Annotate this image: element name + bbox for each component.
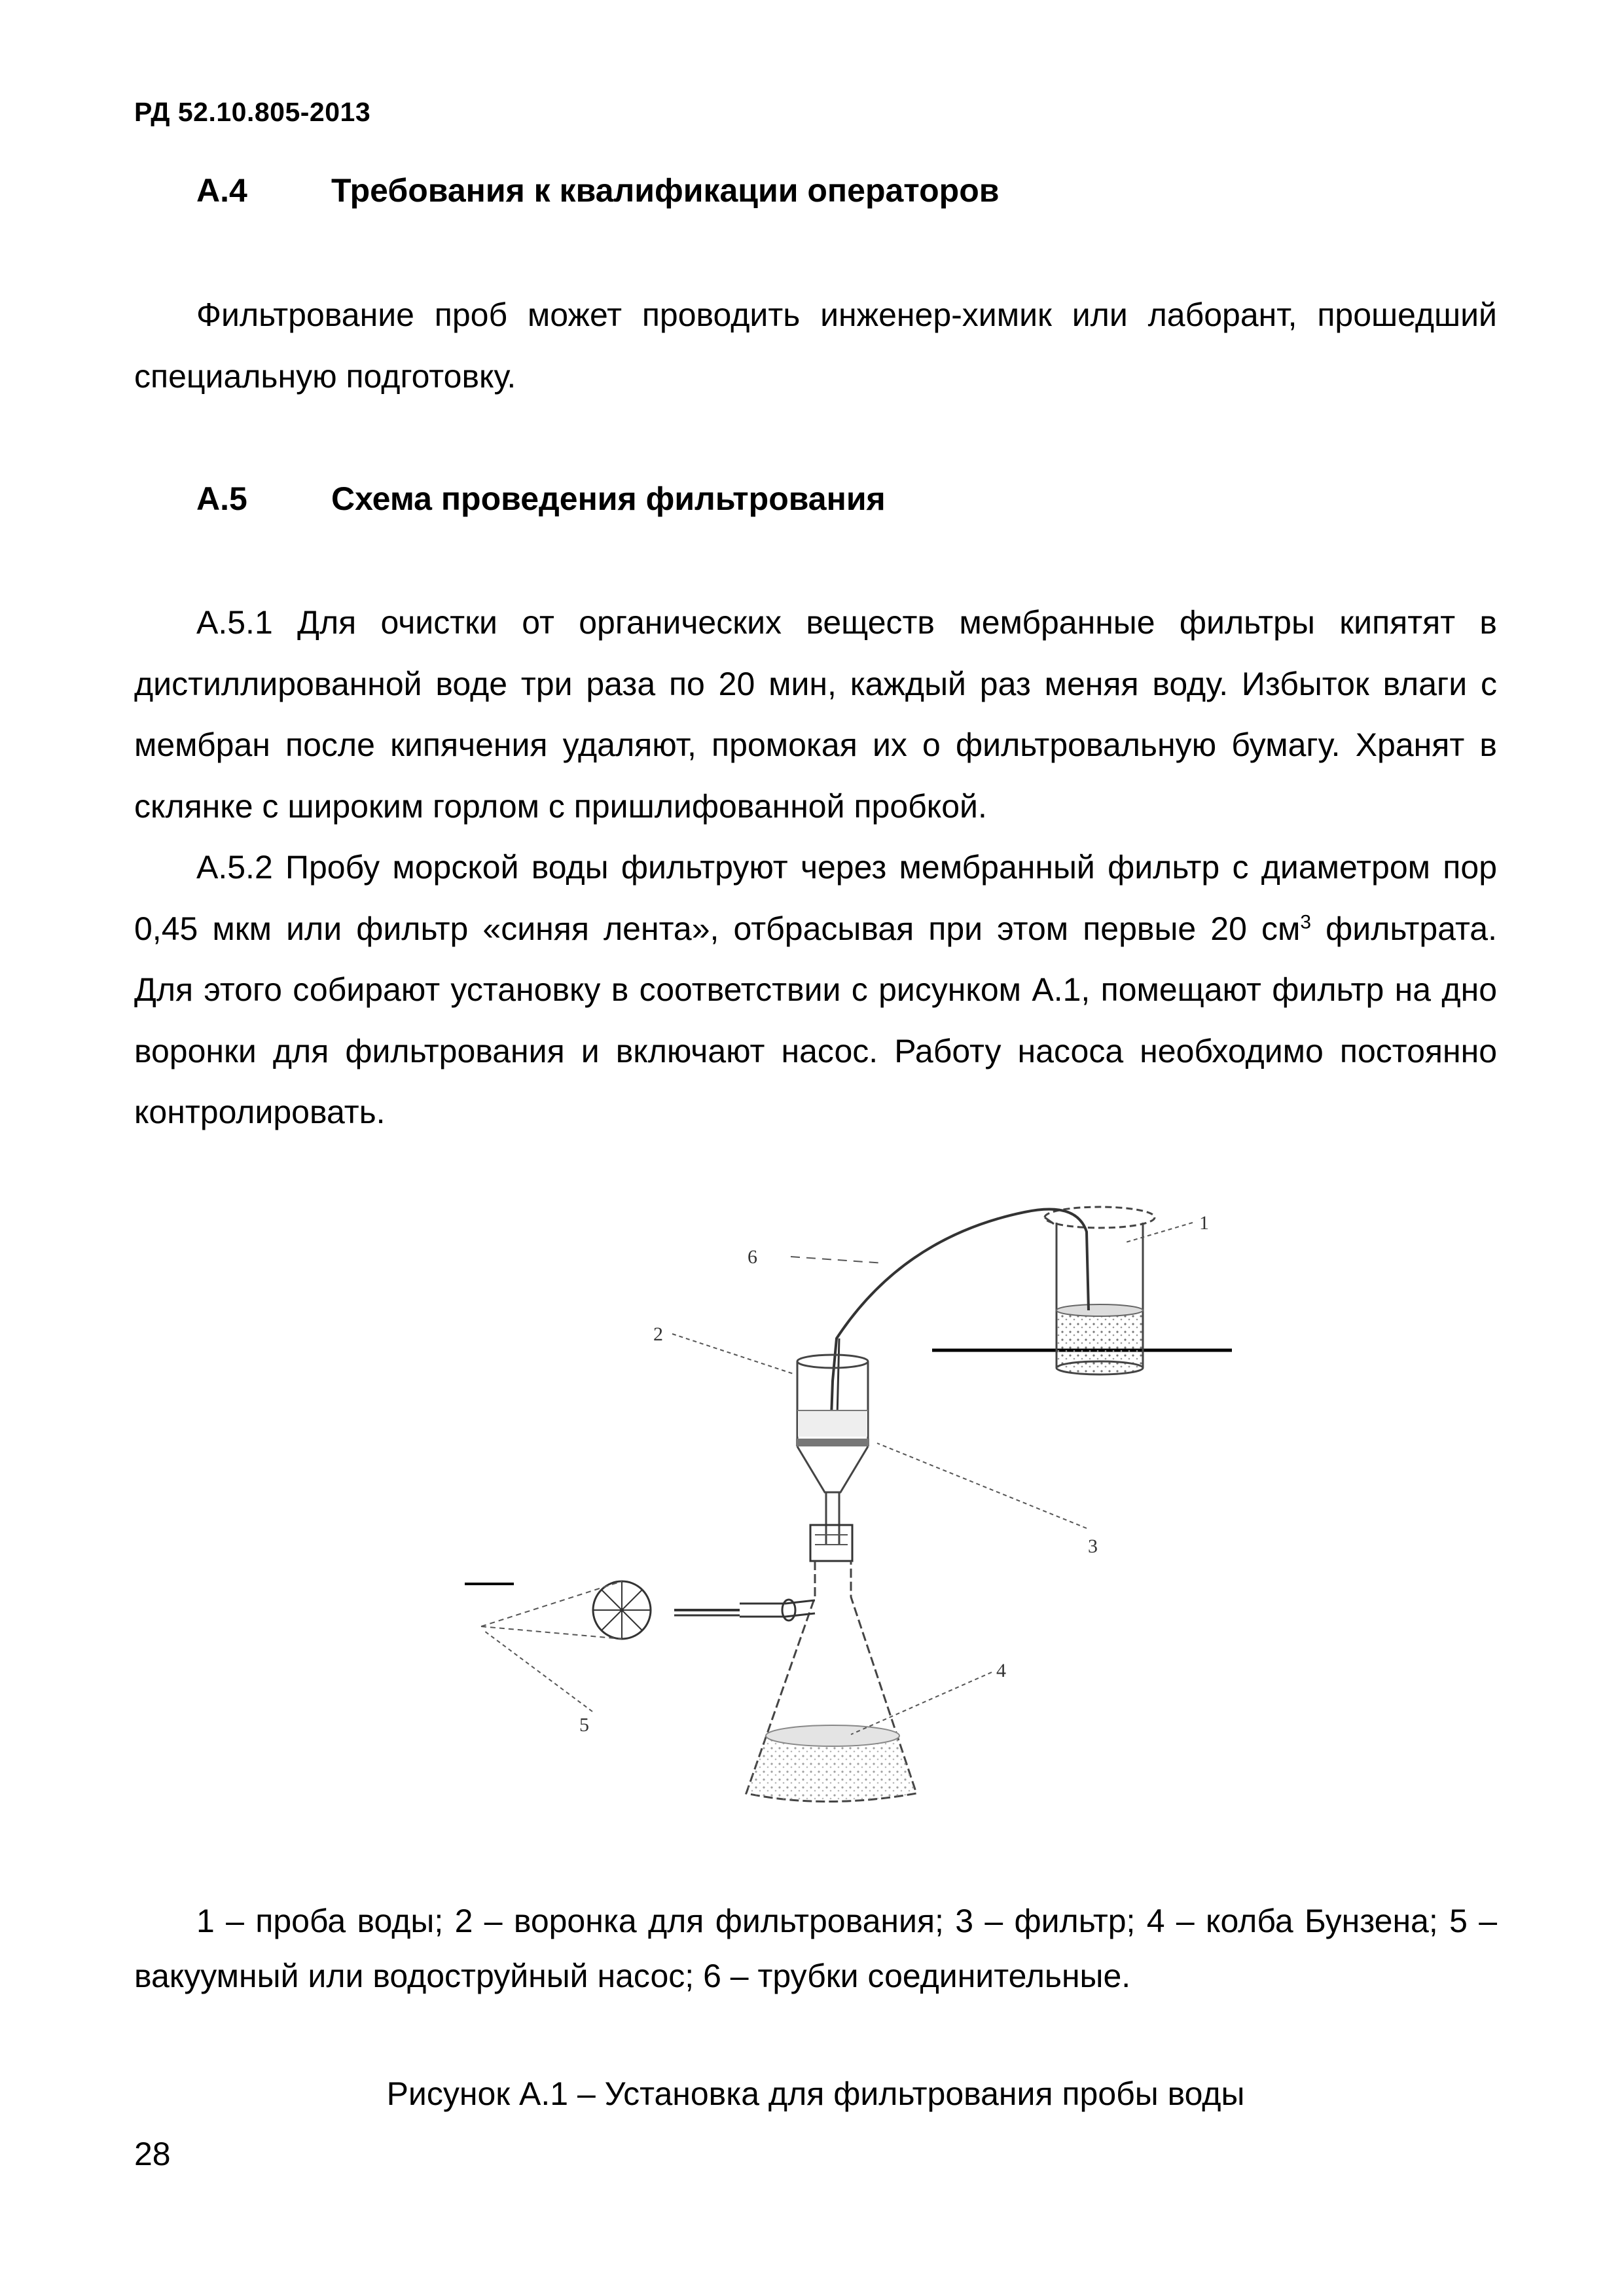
- page-number: 28: [134, 2136, 171, 2172]
- water-sample-beaker: [1045, 1207, 1155, 1374]
- water-sample: [1057, 1310, 1142, 1368]
- superscript-cubic: 3: [1300, 910, 1312, 933]
- section-a4-title: Требования к квалификации операторов: [331, 172, 1000, 209]
- label-4: 4: [996, 1660, 1006, 1681]
- document-id-header: РД 52.10.805-2013: [134, 97, 371, 127]
- label-3: 3: [1088, 1535, 1098, 1557]
- section-a5-title: Схема проведения фильтрования: [331, 480, 886, 517]
- label-1: 1: [1199, 1212, 1209, 1234]
- figure-caption: Рисунок А.1 – Установка для фильтрования пробы воды: [386, 2075, 1245, 2112]
- filtration-apparatus-figure: [432, 1165, 1257, 1820]
- figure-legend-text: 1 – проба воды; 2 – воронка для фильтрования; 3 – фильтр; 4 – колба Бунзена; 5 – вакуумный или водоструйный насос; 6 – трубки соединительные.: [134, 1903, 1497, 1994]
- filter-membrane: [796, 1439, 869, 1446]
- section-a5-number: А.5: [196, 480, 247, 517]
- vacuum-pump: [465, 1581, 651, 1639]
- paragraph-a5-1-text: А.5.1 Для очистки от органических веществ мембранные фильтры кипятят в дистиллированной воде три раза по 20 мин, каждый раз меняя воду. Избыток влаги с мембран после кипячения удаляют, промокая их о фильтровальную бумагу. Хранят в склянке с широким горлом с пришлифованной пробкой.: [134, 604, 1497, 825]
- apparatus-diagram: [432, 1165, 1257, 1820]
- label-5: 5: [579, 1714, 589, 1736]
- figure-legend: [134, 1893, 1497, 2003]
- label-6: 6: [748, 1246, 757, 1268]
- section-a5-heading: [196, 480, 886, 518]
- paragraph-a5-1: [134, 592, 1497, 837]
- section-a4-heading: [196, 171, 999, 209]
- section-a4-text: Фильтрование проб может проводить инженер-химик или лаборант, прошедший специальную подготовку.: [134, 296, 1497, 395]
- section-a4-paragraph: [134, 285, 1497, 407]
- connecting-tube: [831, 1209, 1089, 1417]
- paragraph-a5-2-text-end: фильтрата. Для этого собирают установку в соответствии с рисунком А.1, помещают фильтр на дно воронки для фильтрования и включают насос. Работу насоса необходимо постоянно контролировать.: [134, 910, 1497, 1130]
- paragraph-a5-2: [134, 837, 1497, 1143]
- bunsen-flask: [740, 1525, 916, 1802]
- section-a4-number: А.4: [196, 172, 247, 209]
- label-2: 2: [653, 1323, 663, 1345]
- paragraph-a5-2-text-start: А.5.2 Пробу морской воды фильтруют через мембранный фильтр с диаметром пор 0,45 мкм или фильтр «синяя лента», отбрасывая при этом первые 20 см: [134, 849, 1497, 947]
